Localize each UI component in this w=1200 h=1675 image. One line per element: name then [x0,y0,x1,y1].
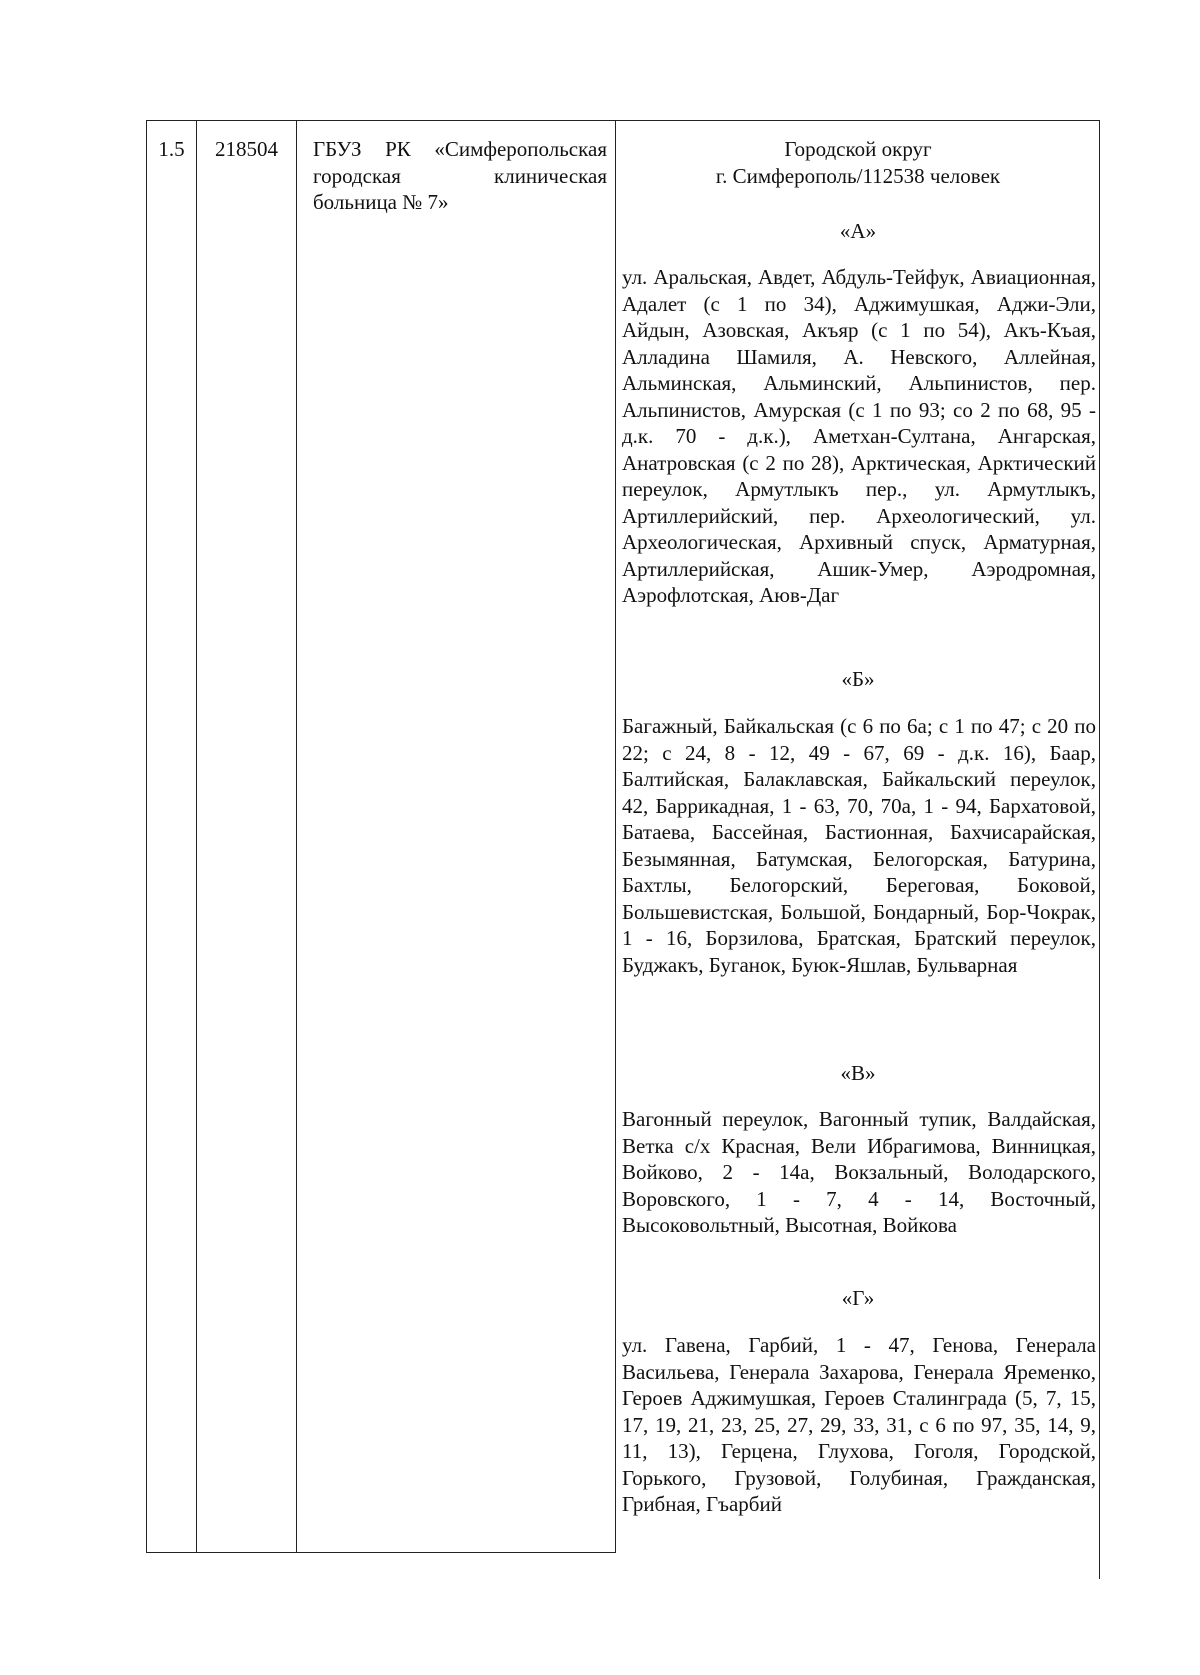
column-divider-2 [296,120,297,1553]
table-bottom-border-left [146,1552,616,1553]
section-text-v: Вагонный переулок, Вагонный тупик, Валдайская, Ветка с/х Красная, Вели Ибрагимова, Винницкая, Войково, 2 - 14а, Вокзальный, Володарского, Воровского, 1 - 7, 4 - 14, Восточный, Высоковольтный, Высотная, Войкова [622,1107,1096,1237]
table-border-right [1099,120,1100,1579]
institution-name: ГБУЗ РК «Симферопольская городская клиническая больница № 7» [313,137,607,214]
section-text-b: Багажный, Байкальская (с 6 по 6а; с 1 по 47; с 20 по 22; с 24, 8 - 12, 49 - 67, 69 - д.к. 16), Баар, Балтийская, Балаклавская, Байкальский переулок, 42, Баррикадная, 1 - 63, 70, 70а, 1 - 94, Бархатовой, Батаева, Бассейная, Бастионная, Бахчисарайская, Безымянная, Батумская, Белогорская, Батурина, Бахтлы, Белогорский, Береговая, Боковой, Большевистская, Большой, Бондарный, Бор-Чокрак, 1 - 16, Борзилова, Братская, Братский переулок, Буджакъ, Буганок, Буюк-Яшлав, Бульварная [622,714,1096,977]
section-letter-a: «А» [839,219,877,243]
section-letter-v: «В» [840,1061,876,1085]
column-divider-3 [615,120,616,1553]
territory-line-1: Городской округ [784,137,932,161]
row-code: 218504 [215,137,278,161]
column-divider-1 [196,120,197,1553]
row-number: 1.5 [158,137,185,161]
section-text-g: ул. Гавена, Гарбий, 1 - 47, Генова, Генерала Васильева, Генерала Захарова, Генерала Яременко, Героев Аджимушкая, Героев Сталинграда (5, 7, 15, 17, 19, 21, 23, 25, 27, 29, 33, 31, с 6 по 97, 35, 14, 9, 11, 13), Герцена, Глухова, Гоголя, Городской, Горького, Грузовой, Голубиная, Гражданская, Грибная, Гъарбий [622,1333,1096,1516]
section-letter-g: «Г» [841,1286,875,1310]
territory-line-2: г. Симферополь/112538 человек [715,163,1001,188]
section-letter-b: «Б» [841,667,875,691]
section-text-a: ул. Аральская, Авдет, Абдуль-Тейфук, Авиационная, Адалет (с 1 по 34), Аджимушкая, Аджи-Эли, Айдын, Азовская, Акъяр (с 1 по 54), Акъ-Къая, Алладина Шамиля, А. Невского, Аллейная, Альминская, Альминский, Альпинистов, пер. Альпинистов, Амурская (с 1 по 93; со 2 по 68, 95 - д.к. 70 - д.к.), Аметхан-Султана, Ангарская, Анатровская (с 2 по 28), Арктическая, Арктический переулок, Армутлыкъ пер., ул. Армутлыкъ, Артиллерийский, пер. Археологический, ул. Археологическая, Архивный спуск, Арматурная, Артиллерийская, Ашик-Умер, Аэродромная, Аэрофлотская, Аюв-Даг [622,265,1096,607]
table-border-left [146,120,147,1553]
territory-header [618,136,1098,189]
table-top-border [146,120,1100,121]
